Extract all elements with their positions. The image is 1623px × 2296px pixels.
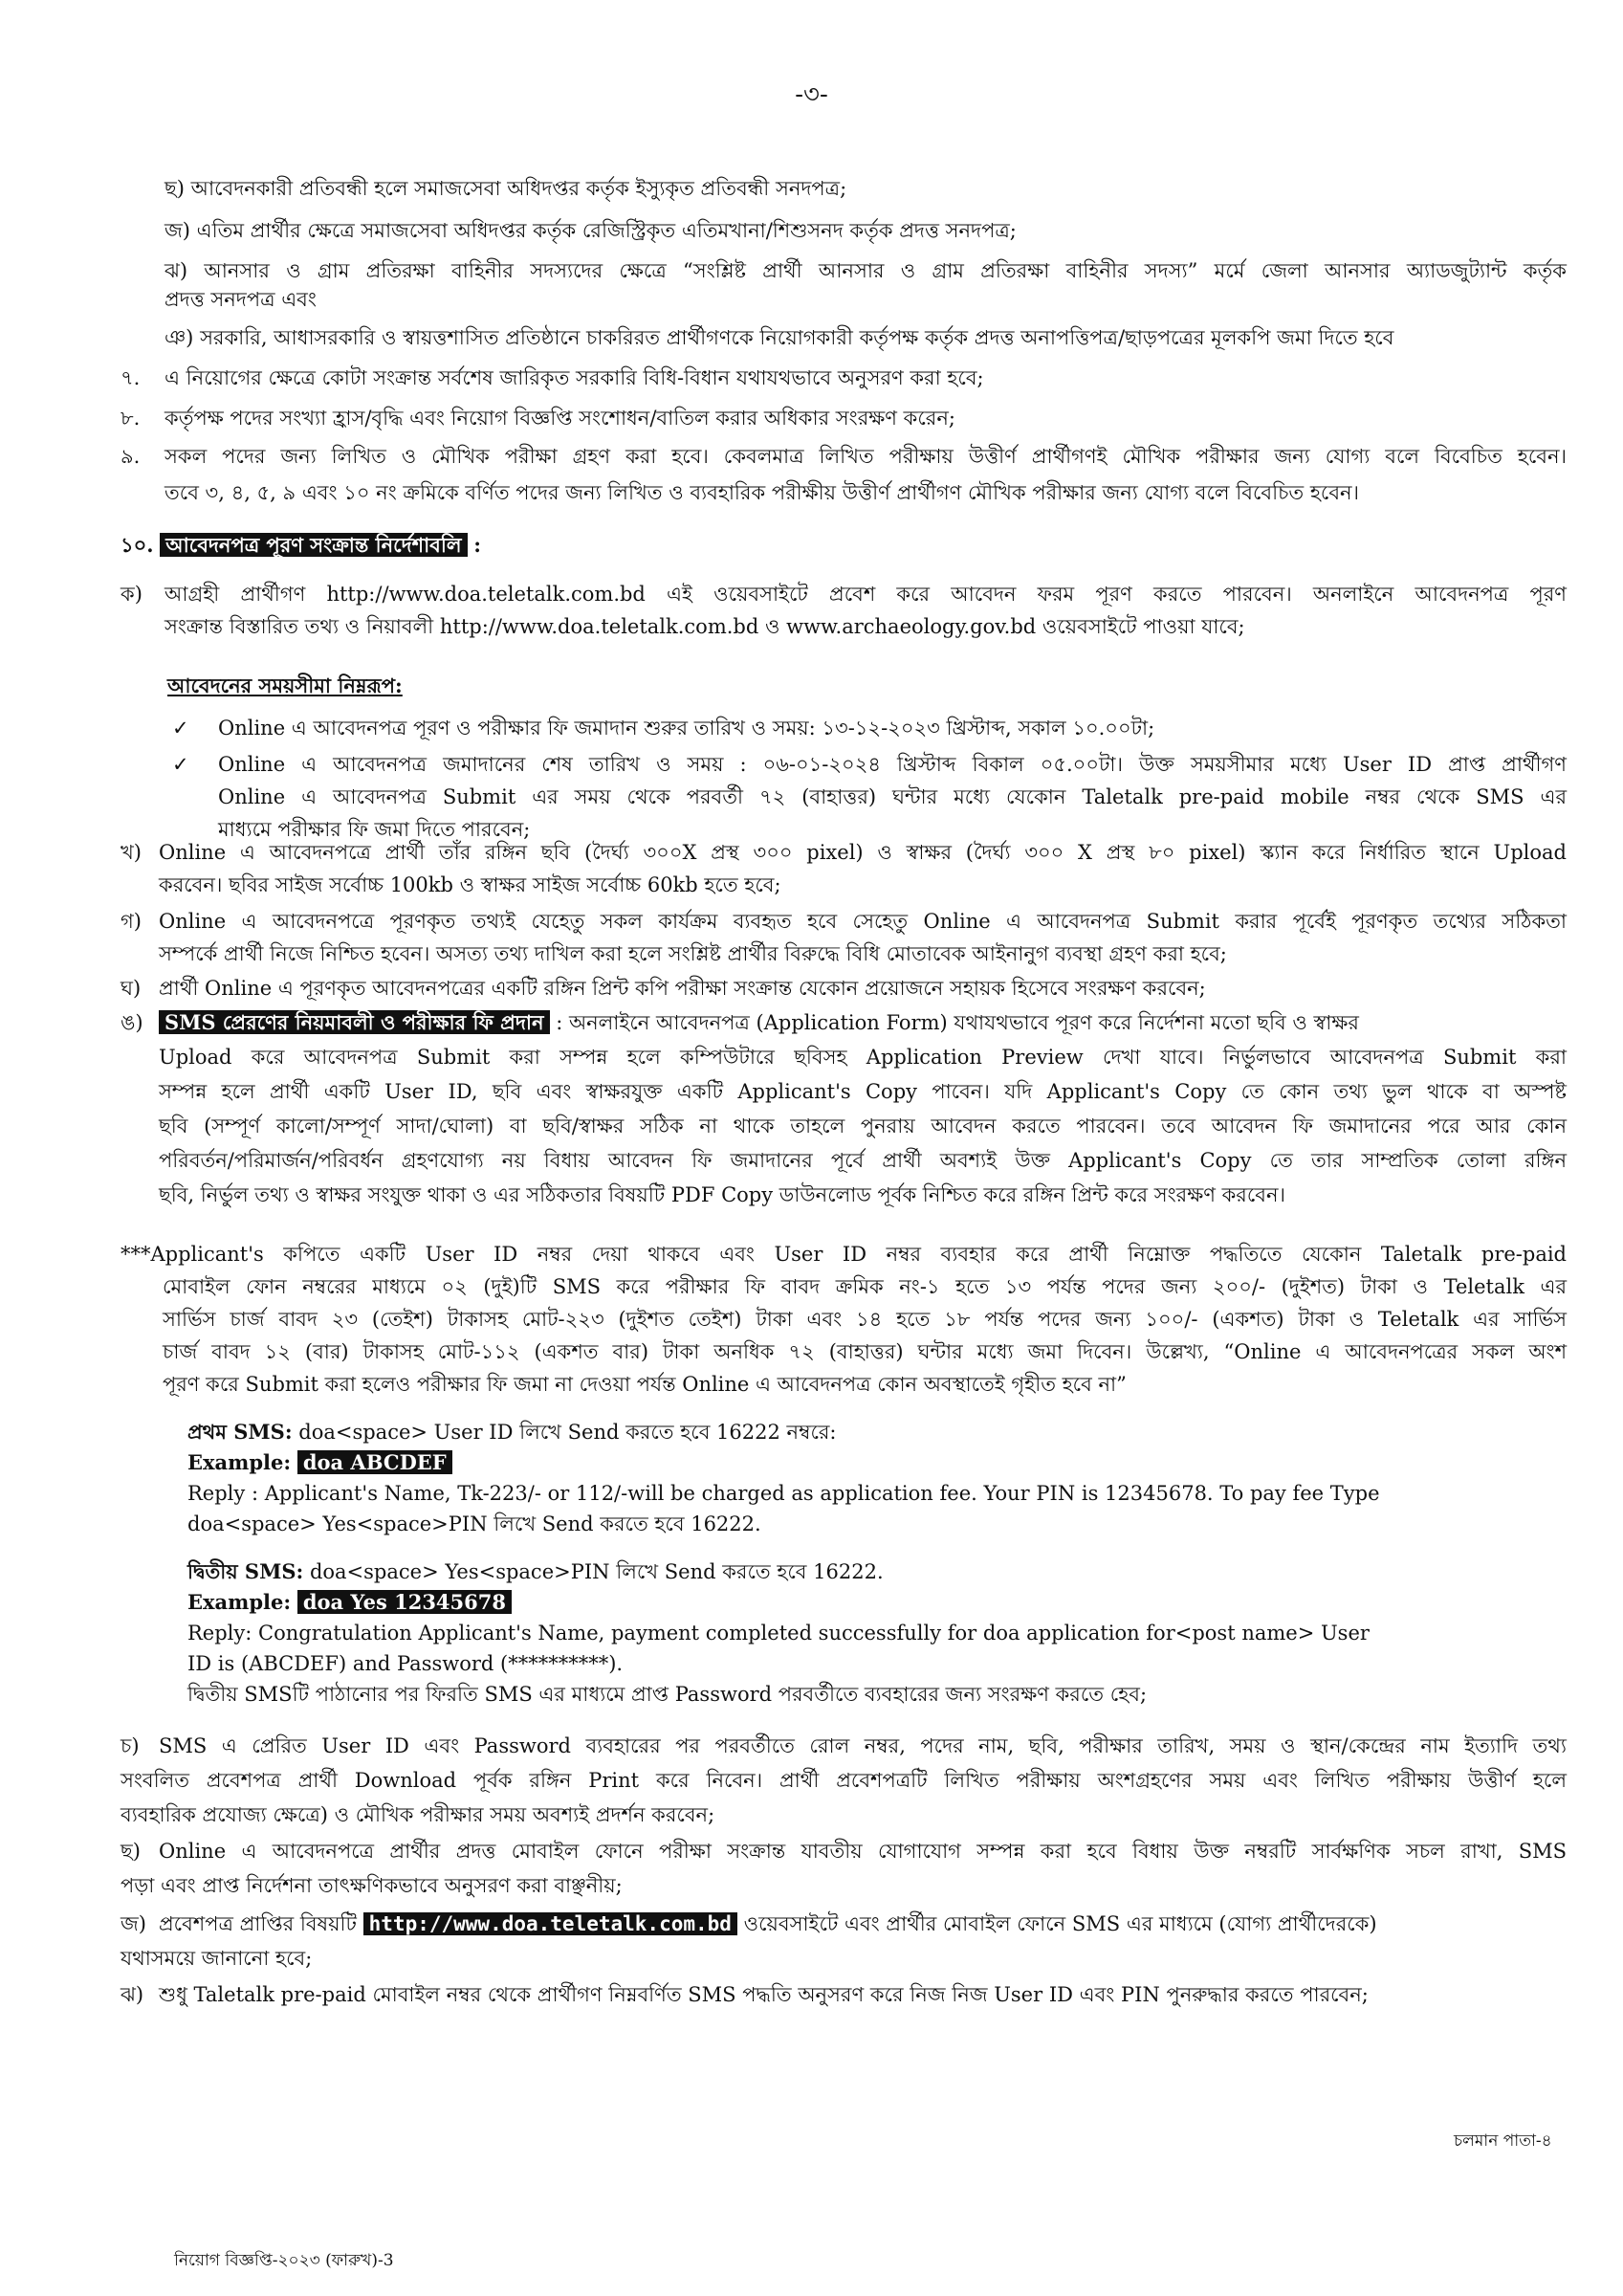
sms-note: দ্বিতীয় SMSটি পাঠানোর পর ফিরতি SMS এর মাধ্যমে প্রাপ্ত Password পরবর্তীতে ব্যবহারের জন্য সংরক্ষণ করতে হেব; [187, 1683, 1148, 1706]
numbered-item: সকল পদের জন্য লিখিত ও মৌখিক পরীক্ষা গ্রহণ করা হবে। কেবলমাত্র লিখিত পরীক্ষায় উত্তীর্ণ প্রার্থীগণই মৌখিক পরীক্ষার জন্য যোগ্য বলে বিবেচিত হবেন। [164, 445, 1567, 468]
item-mark: ঘ) [121, 977, 142, 1000]
paragraph-line: শুধু Taletalk pre-paid মোবাইল নম্বর থেকে প্রার্থীগণ নিম্নবর্ণিত SMS পদ্ধতি অনুসরণ করে নিজ নিজ User ID এবং PIN পুনরুদ্ধার করতে পারবেন; [159, 1983, 1369, 2006]
paragraph-line: Online এ আবেদনপত্রে প্রার্থীর প্রদত্ত মোবাইল ফোনে পরীক্ষা সংক্রান্ত যাবতীয় যোগাযোগ সম্পন্ন করা হবে বিধায় উক্ত নম্বরটি সার্বক্ষণিক সচল রাখা, SMS [159, 1840, 1567, 1863]
check-icon: ✓ [172, 717, 189, 740]
sms-step: প্রথম SMS: doa<space> User ID লিখে Send করতে হবে 16222 নম্বরে: [187, 1420, 837, 1444]
numbered-item-continuation: তবে ৩, ৪, ৫, ৯ এবং ১০ নং ক্রমিকে বর্ণিত পদের জন্য লিখিত ও ব্যবহারিক পরীক্ষীয় উত্তীর্ণ প্রার্থীগণ মৌখিক পরীক্ষার জন্য যোগ্য বলে বিবেচিত হবেন। [164, 481, 1360, 504]
list-item: ঞ) সরকারি, আধাসরকারি ও স্বায়ত্তশাসিত প্রতিষ্ঠানে চাকরিরত প্রার্থীগণকে নিয়োগকারী কর্তৃপক্ষ কর্তৃক প্রদত্ত অনাপত্তিপত্র/ছাড়পত্রের মূলকপি জমা দিতে হবে [164, 326, 1394, 349]
item-number: ৯. [121, 445, 141, 468]
note-line: ***Applicant's কপিতে একটি User ID নম্বর দেয়া থাকবে এবং User ID নম্বর ব্যবহার করে প্রার্থী নিম্নোক্ত পদ্ধতিতে যেকোন Taletalk pre-paid [121, 1243, 1567, 1266]
note-line: সার্ভিস চার্জ বাবদ ২৩ (তেইশ) টাকাসহ মোট-২২৩ (দুইশত তেইশ) টাকা এবং ১৪ হতে ১৮ পর্যন্ত পদের জন্য ১০০/- (একশত) টাকা ও Teletalk এর সার্ভিস [163, 1308, 1567, 1331]
sms-example: Example: doa Yes 12345678 [187, 1588, 512, 1617]
item-mark: চ) [121, 1734, 140, 1757]
example-code: doa ABCDEF [297, 1450, 452, 1474]
item-mark: ছ) [121, 1840, 141, 1863]
paragraph-line: ব্যবহারিক প্রযোজ্য ক্ষেত্রে) ও মৌখিক পরীক্ষার সময় অবশ্যই প্রদর্শন করবেন; [121, 1803, 715, 1826]
timeline-heading: আবেদনের সময়সীমা নিম্নরূপ: [167, 673, 403, 697]
item-mark: খ) [121, 841, 142, 864]
list-item: জ) এতিম প্রার্থীর ক্ষেত্রে সমাজসেবা অধিদপ্তর কর্তৃক রেজিস্ট্রিকৃত এতিমখানা/শিশুসনদ কর্তৃক প্রদত্ত সনদপত্র; [164, 219, 1017, 242]
timeline-item: Online এ আবেদনপত্র পূরণ ও পরীক্ষার ফি জমাদান শুরুর তারিখ ও সময়: ১৩-১২-২০২৩ খ্রিস্টাব্দ, সকাল ১০.০০টা; [218, 717, 1155, 740]
note-line: পূরণ করে Submit করা হলেও পরীক্ষার ফি জমা না দেওয়া পর্যন্ত Online এ আবেদনপত্র কোন অবস্থাতেই গৃহীত হবে না” [163, 1373, 1127, 1396]
paragraph-line: প্রবেশপত্র প্রাপ্তির বিষয়টি http://www.doa.teletalk.com.bd ওয়েবসাইটে এবং প্রার্থীর মোবাইল ফোনে SMS এর মাধ্যমে (যোগ্য প্রার্থীদেরকে) [159, 1912, 1377, 1935]
sms-reply: Reply: Congratulation Applicant's Name, payment completed successfully for doa application for<post name> User [187, 1622, 1370, 1645]
timeline-item: Online এ আবেদনপত্র জমাদানের শেষ তারিখ ও সময় : ০৬-০১-২০২৪ খ্রিস্টাব্দ বিকাল ০৫.০০টা। উক্ত সময়সীমার মধ্যে User ID প্রাপ্ত প্রার্থীগণ [218, 753, 1567, 776]
paragraph-line: সংবলিত প্রবেশপত্র প্রার্থী Download পূর্বক রঙ্গিন Print করে নিবেন। প্রার্থী প্রবেশপত্রটি লিখিত পরীক্ষায় অংশগ্রহণের সময় এবং লিখিত পরীক্ষায় উত্তীর্ণ হলে [121, 1769, 1567, 1792]
sms-example: Example: doa ABCDEF [187, 1448, 452, 1477]
paragraph-line: ছবি, নির্ভুল তথ্য ও স্বাক্ষর সংযুক্ত থাকা ও এর সঠিকতার বিষয়টি PDF Copy ডাউনলোড পূর্বক নিশ্চিত করে রঙ্গিন প্রিন্ট করে সংরক্ষণ করবেন। [159, 1183, 1286, 1206]
timeline-item-line: মাধ্যমে পরীক্ষার ফি জমা দিতে পারবেন; [218, 818, 531, 841]
check-icon: ✓ [172, 753, 189, 776]
paragraph-line: যথাসময়ে জানানো হবে; [121, 1947, 313, 1970]
sms-heading: SMS প্রেরণের নিয়মাবলী ও পরীক্ষার ফি প্রদান [159, 1010, 550, 1034]
page-number: -৩- [795, 80, 828, 109]
paragraph-line: সংক্রান্ত বিস্তারিত তথ্য ও নিয়াবলী http://www.doa.teletalk.com.bd ও www.archaeology.gov.bd ওয়েবসাইটে পাওয়া যাবে; [164, 615, 1245, 638]
paragraph-line: SMS প্রেরণের নিয়মাবলী ও পরীক্ষার ফি প্রদান : অনলাইনে আবেদনপত্র (Application Form) যথাযথভাবে পূরণ করে নির্দেশনা মতো ছবি ও স্বাক্ষর [159, 1008, 1359, 1037]
paragraph-line: Online এ আবেদনপত্রে প্রার্থী তাঁর রঙ্গিন ছবি (দৈর্ঘ্য ৩০০X প্রস্থ ৩০০ pixel) ও স্বাক্ষর (দৈর্ঘ্য ৩০০ X প্রস্থ ৮০ pixel) স্ক্যান করে নির্ধারিত স্থানে Upload [159, 841, 1567, 864]
item-mark: ঝ) [121, 1983, 144, 2006]
footer-note: নিয়োগ বিজ্ঞপ্তি-২০২৩ (ফারুখ)-3 [174, 2251, 394, 2270]
paragraph-line: SMS এ প্রেরিত User ID এবং Password ব্যবহারের পর পরবর্তীতে রোল নম্বর, পদের নাম, ছবি, পরীক্ষার তারিখ, সময় ও স্থান/কেন্দ্রের নাম ইত্যাদি তথ্য [159, 1734, 1567, 1757]
item-mark: ক) [121, 583, 143, 606]
paragraph-line: সম্পন্ন হলে প্রার্থী একটি User ID, ছবি এবং স্বাক্ষরযুক্ত একটি Applicant's Copy পাবেন। যদি Applicant's Copy তে কোন তথ্য ভুল থাকে বা অস্পষ্ট [159, 1080, 1567, 1103]
paragraph-line: করবেন। ছবির সাইজ সর্বোচ্চ 100kb ও স্বাক্ষর সাইজ সর্বোচ্চ 60kb হতে হবে; [159, 873, 781, 896]
paragraph-line: ছবি (সম্পূর্ণ কালো/সম্পূর্ণ সাদা/ঘোলা) বা ছবি/স্বাক্ষর সঠিক না থাকে তাহলে পুনরায় আবেদন করতে পারবেন। তবে আবেদন ফি জমাদানের পরে আর কোন [159, 1115, 1567, 1137]
note-line: চার্জ বাবদ ১২ (বার) টাকাসহ মোট-১১২ (একশত বার) টাকা অনধিক ৭২ (বাহাত্তর) ঘন্টার মধ্যে জমা দিবেন। উল্লেখ্য, “Online এ আবেদনপত্রের সকল অংশ [163, 1340, 1567, 1363]
numbered-item: এ নিয়োগের ক্ষেত্রে কোটা সংক্রান্ত সর্বশেষ জারিকৃত সরকারি বিধি-বিধান যথাযথভাবে অনুসরণ করা হবে; [164, 366, 984, 389]
paragraph-line: প্রার্থী Online এ পূরণকৃত আবেদনপত্রের একটি রঙ্গিন প্রিন্ট কপি পরীক্ষা সংক্রান্ত যেকোন প্রয়োজনে সহায়ক হিসেবে সংরক্ষণ করবেন; [159, 977, 1206, 1000]
sms-reply: Reply : Applicant's Name, Tk-223/- or 112/-will be charged as application fee. Your PIN is 12345678. To pay fee Type [187, 1482, 1380, 1505]
list-item-continuation: প্রদত্ত সনদপত্র এবং [164, 288, 317, 311]
paragraph-line: পরিবর্তন/পরিমার্জন/পরিবর্ধন গ্রহণযোগ্য নয় বিধায় আবেদন ফি জমাদানের পূর্বে প্রার্থী অবশ্যই উক্ত Applicant's Copy তে তার সাম্প্রতিক তোলা রঙ্গিন [159, 1149, 1567, 1172]
paragraph-line: Upload করে আবেদনপত্র Submit করা সম্পন্ন হলে কম্পিউটারে ছবিসহ Application Preview দেখা যাবে। নির্ভুলভাবে আবেদনপত্র Submit করা [159, 1046, 1567, 1069]
list-item: ঝ) আনসার ও গ্রাম প্রতিরক্ষা বাহিনীর সদস্যদের ক্ষেত্রে “সংশ্লিষ্ট প্রার্থী আনসার ও গ্রাম প্রতিরক্ষা বাহিনীর সদস্য” মর্মে জেলা আনসার অ্যাডজুট্যান্ট কর্তৃক [164, 259, 1567, 282]
item-mark: ঙ) [121, 1011, 143, 1034]
continue-note: চলমান পাতা-৪ [1454, 2131, 1552, 2151]
timeline-item-line: Online এ আবেদনপত্র Submit এর সময় থেকে পরবর্তী ৭২ (বাহাত্তর) ঘন্টার মধ্যে যেকোন Taletalk pre-paid mobile নম্বর থেকে SMS এর [218, 785, 1567, 808]
section-title: আবেদনপত্র পূরণ সংক্রান্ত নির্দেশাবলি [160, 533, 467, 557]
paragraph-line: পড়া এবং প্রাপ্ত নির্দেশনা তাৎক্ষণিকভাবে অনুসরণ করা বাঞ্ছনীয়; [121, 1874, 623, 1897]
item-number: ৭. [121, 366, 141, 389]
paragraph-line: আগ্রহী প্রার্থীগণ http://www.doa.teletalk.com.bd এই ওয়েবসাইটে প্রবেশ করে আবেদন ফরম পূরণ করতে পারবেন। অনলাইনে আবেদনপত্র পূরণ [164, 583, 1567, 606]
sms-reply: ID is (ABCDEF) and Password (**********). [187, 1652, 624, 1675]
list-item: ছ) আবেদনকারী প্রতিবন্ধী হলে সমাজসেবা অধিদপ্তর কর্তৃক ইস্যুকৃত প্রতিবন্ধী সনদপত্র; [164, 177, 847, 200]
numbered-item: কর্তৃপক্ষ পদের সংখ্যা হ্রাস/বৃদ্ধি এবং নিয়োগ বিজ্ঞপ্তি সংশোধন/বাতিল করার অধিকার সংরক্ষণ করেন; [164, 407, 955, 430]
paragraph-line: Online এ আবেদনপত্রে পূরণকৃত তথ্যই যেহেতু সকল কার্যক্রম ব্যবহৃত হবে সেহেতু Online এ আবেদনপত্র Submit করার পূর্বেই পূরণকৃত তথ্যের সঠিকতা [159, 910, 1567, 933]
example-code: doa Yes 12345678 [297, 1590, 512, 1614]
website-link[interactable]: http://www.doa.teletalk.com.bd [363, 1912, 737, 1935]
item-mark: গ) [121, 910, 142, 933]
item-number: ৮. [121, 407, 141, 430]
sms-reply: doa<space> Yes<space>PIN লিখে Send করতে হবে 16222. [187, 1512, 761, 1535]
sms-step: দ্বিতীয় SMS: doa<space> Yes<space>PIN লিখে Send করতে হবে 16222. [187, 1559, 884, 1583]
note-line: মোবাইল ফোন নম্বরের মাধ্যমে ০২ (দুই)টি SMS করে পরীক্ষার ফি বাবদ ক্রমিক নং-১ হতে ১৩ পর্যন্ত পদের জন্য ২০০/- (দুইশত) টাকা ও Teletalk এর [163, 1275, 1567, 1298]
paragraph-line: সম্পর্কে প্রার্থী নিজে নিশ্চিত হবেন। অসত্য তথ্য দাখিল করা হলে সংশ্লিষ্ট প্রার্থীর বিরুদ্ধে বিধি মোতাবেক আইনানুগ ব্যবস্থা গ্রহণ করা হবে; [159, 942, 1227, 965]
item-mark: জ) [121, 1912, 146, 1935]
section-heading: ১০. আবেদনপত্র পূরণ সংক্রান্ত নির্দেশাবলি : [121, 533, 481, 557]
